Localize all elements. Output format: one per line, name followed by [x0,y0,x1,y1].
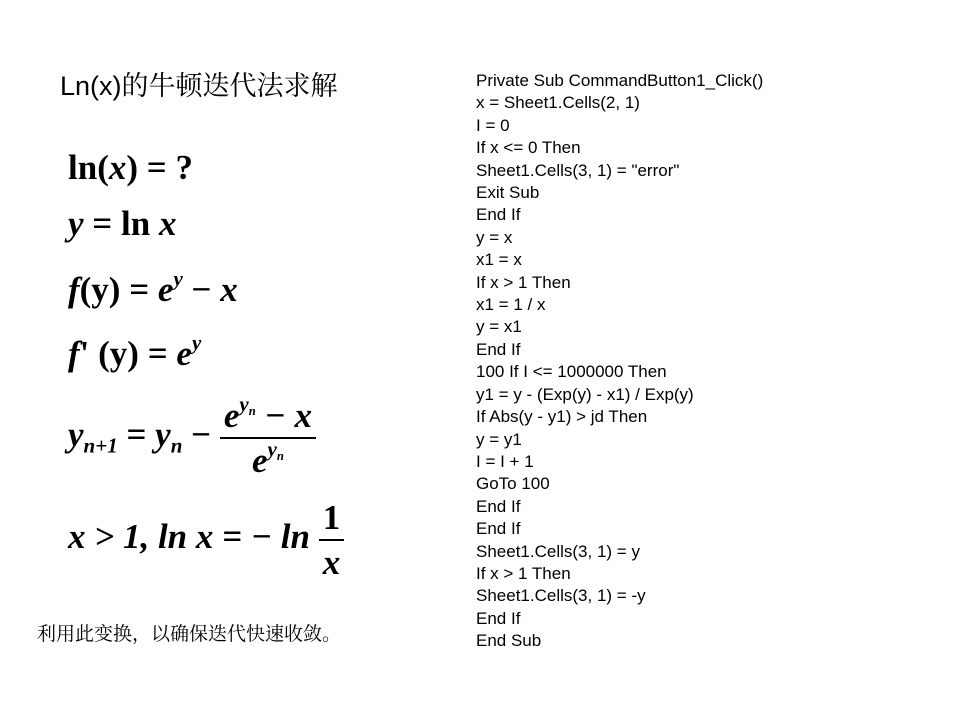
eq6-denominator: x [322,543,341,582]
eq6-numerator: 1 [322,498,341,537]
eq1-rhs: ) = ? [126,148,193,187]
eq5-lhs-sub: n+1 [83,433,118,458]
code-line: End If [476,519,521,539]
code-line: y = y1 [476,429,522,449]
code-line: x1 = 1 / x [476,295,546,315]
footnote: 利用此变换，以确保迭代快速收敛。 [37,623,342,645]
equation-y-eq-ln-x [68,206,176,241]
code-line: I = 0 [476,115,510,135]
code-line: GoTo 100 [476,474,550,494]
code-line: y = x [476,227,513,247]
eq3-var: x [220,270,238,309]
code-line: y1 = y - (Exp(y) - x1) / Exp(y) [476,384,694,404]
eq5-denominator [220,439,316,478]
code-line: I = I + 1 [476,451,534,471]
code-line: If Abs(y - y1) > jd Then [476,407,648,427]
eq5-numerator [220,392,316,437]
eq5-den-exp: y [267,437,277,462]
eq5-yn-sub: n [170,433,183,458]
eq2-rhs: = ln [83,204,159,243]
eq5-eq: = [117,415,156,455]
code-line: If x <= 0 Then [476,138,581,158]
eq4-exp: y [191,330,202,355]
eq4-base: e [176,334,192,373]
eq3-func: f [68,270,80,309]
code-line: If x > 1 Then [476,563,571,583]
eq1-var: x [108,148,127,187]
eq5-num-tail: − x [255,396,312,435]
eq5-num-base: e [223,396,240,435]
eq6-fraction [319,500,345,580]
eq4-prime: ' [79,334,90,373]
equation-f-prime-of-y [68,330,202,373]
equation-ln-x-question [68,150,193,185]
eq4-arg: (y) [89,334,139,373]
code-line: 100 If I <= 1000000 Then [476,362,667,382]
eq2-var: x [158,204,177,243]
eq3-base: e [157,270,174,309]
code-line: End If [476,339,521,359]
eq3-eq: = [120,270,158,309]
eq4-eq: = [138,334,177,373]
eq5-minus: − [182,415,220,455]
code-line: y = x1 [476,317,522,337]
eq5-den-base: e [251,441,268,480]
code-line: Sheet1.Cells(3, 1) = y [476,541,640,561]
code-line: If x > 1 Then [476,272,571,292]
eq5-fraction [220,392,316,480]
eq5-num-exp: y [239,392,249,417]
code-line: Private Sub CommandButton1_Click() [476,71,764,90]
eq6-left: x > 1, ln x = − ln [68,517,319,557]
eq3-arg: (y) [79,270,121,309]
eq4-func: f [68,334,80,373]
eq5-yn: y [155,415,171,455]
eq5-den-exp-sub: n [276,449,284,464]
code-line: x1 = x [476,250,522,270]
code-line: End If [476,496,521,516]
eq5-num-exp-sub: n [248,404,256,419]
code-line: Exit Sub [476,183,540,203]
code-line: End Sub [476,631,542,651]
eq3-exp: y [173,266,183,291]
eq5-lhs: y [68,415,84,455]
equation-f-of-y [68,266,238,309]
equation-reciprocal-transform [68,500,344,580]
vba-code-block [476,70,763,653]
code-line: End If [476,608,521,628]
code-line: x = Sheet1.Cells(2, 1) [476,93,640,113]
equation-newton-iteration [68,392,316,480]
code-line: Sheet1.Cells(3, 1) = -y [476,586,646,606]
slide-title: Ln(x)的牛顿迭代法求解 [60,71,338,101]
eq2-lhs: y [68,204,84,243]
eq3-minus: − [182,270,221,309]
code-line: Sheet1.Cells(3, 1) = "error" [476,160,680,180]
eq1-lhs: ln( [68,148,109,187]
code-line: End If [476,205,521,225]
